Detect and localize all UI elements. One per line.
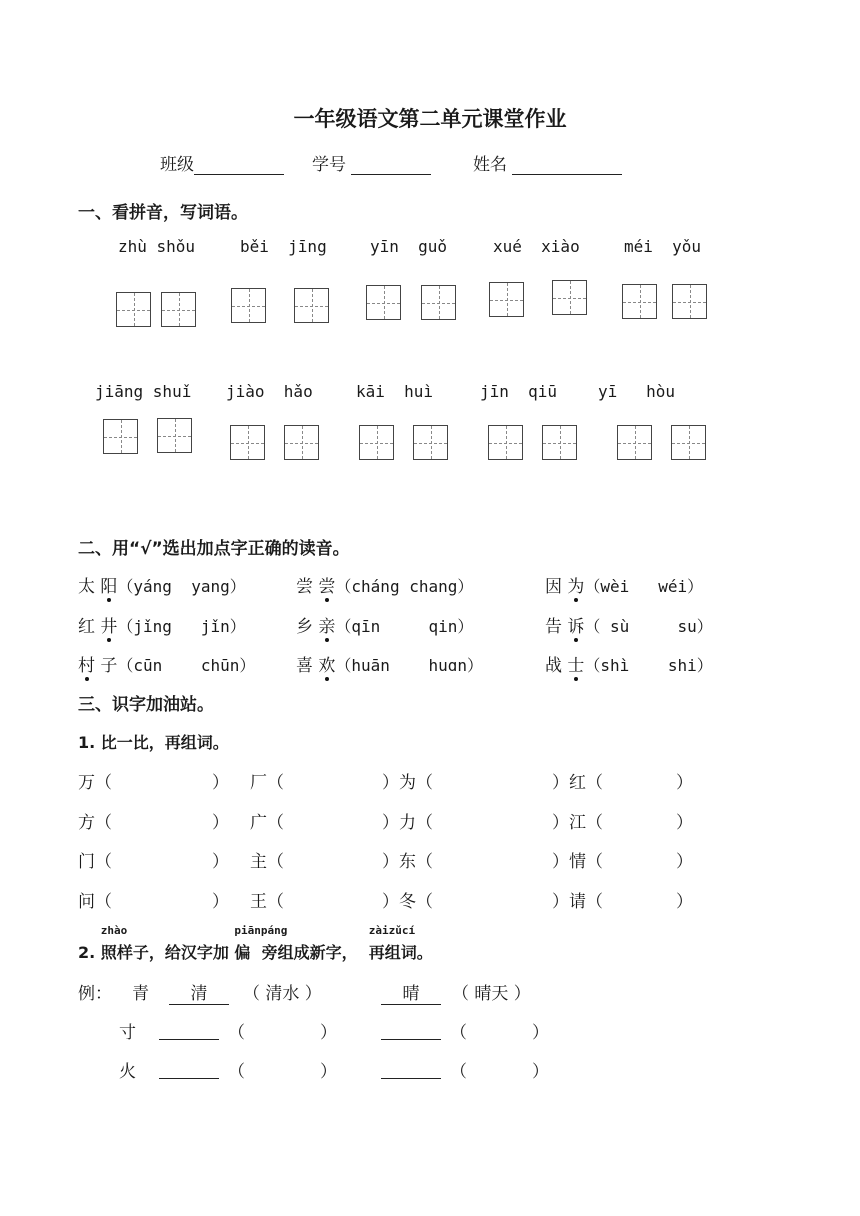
reading-item[interactable]: 告 诉（ sù su） xyxy=(545,612,713,637)
pinyin-row1-1: zhù shǒu xyxy=(118,237,196,256)
writing-grid[interactable] xyxy=(284,425,319,460)
task-char-2: 火 xyxy=(119,1062,136,1082)
task-char-1: 寸 xyxy=(119,1023,136,1043)
writing-grid[interactable] xyxy=(552,280,587,315)
reading-item[interactable]: 战 士（shì shi） xyxy=(545,651,713,676)
compare-cell[interactable]: 主（ xyxy=(250,852,284,872)
pinyin-options: （huān huɑn） xyxy=(335,656,484,675)
writing-grid[interactable] xyxy=(294,288,329,323)
compare-cell: ） xyxy=(676,892,693,912)
class-field xyxy=(160,150,284,175)
pinyin-options: （qīn qin） xyxy=(335,617,474,636)
compare-cell: ） xyxy=(676,773,693,793)
name-blank[interactable] xyxy=(512,156,622,175)
writing-grid[interactable] xyxy=(617,425,652,460)
pinyin-row1-3: yīn guǒ xyxy=(370,237,448,256)
pinyin-options: （cháng chang） xyxy=(335,577,474,596)
compare-cell: ） xyxy=(212,892,229,912)
pianpang-ruby: piānpáng 偏 旁 xyxy=(234,924,288,962)
class-blank[interactable] xyxy=(194,156,284,175)
writing-grid[interactable] xyxy=(413,425,448,460)
writing-grid[interactable] xyxy=(359,425,394,460)
dotted-char: 阳 xyxy=(100,572,117,597)
dotted-char: 欢 xyxy=(318,651,335,676)
compare-cell[interactable]: ）请（ xyxy=(552,892,603,912)
paren-close: ） xyxy=(532,1062,549,1082)
writing-grid[interactable] xyxy=(489,282,524,317)
compare-cell[interactable]: 万（ xyxy=(78,773,112,793)
part1-heading: 1. 比一比，再组词。 xyxy=(78,733,229,752)
dotted-char: 为 xyxy=(567,572,584,597)
compare-cell: ） xyxy=(212,773,229,793)
pinyin-options: （shì shi） xyxy=(584,656,713,675)
compare-cell: ） xyxy=(212,813,229,833)
writing-grid[interactable] xyxy=(103,419,138,454)
example-char: 青 xyxy=(132,984,149,1004)
reading-item[interactable]: 喜 欢（huān huɑn） xyxy=(296,651,483,676)
paren-open: （ xyxy=(450,1062,467,1082)
compare-cell[interactable]: 问（ xyxy=(78,892,112,912)
reading-item[interactable]: 太 阳（yáng yang） xyxy=(78,572,246,597)
page-title: 一年级语文第二单元课堂作业 xyxy=(293,107,567,131)
writing-grid[interactable] xyxy=(157,418,192,453)
compare-cell[interactable]: ）力（ xyxy=(382,813,433,833)
paren-open: （ xyxy=(228,1023,245,1043)
compare-cell[interactable]: 王（ xyxy=(250,892,284,912)
writing-grid[interactable] xyxy=(488,425,523,460)
compare-cell[interactable]: ）江（ xyxy=(552,813,603,833)
dotted-char: 亲 xyxy=(318,612,335,637)
writing-grid[interactable] xyxy=(231,288,266,323)
task-blank[interactable] xyxy=(159,1018,219,1040)
example-new-char-2: 晴 xyxy=(381,979,441,1005)
dotted-char: 井 xyxy=(100,612,117,637)
compare-cell[interactable]: ）红（ xyxy=(552,773,603,793)
task-blank[interactable] xyxy=(381,1018,441,1040)
writing-grid[interactable] xyxy=(542,425,577,460)
pinyin-options: （cūn chūn） xyxy=(117,656,256,675)
name-label: 姓名 xyxy=(473,155,507,175)
pinyin-options: （ sù su） xyxy=(584,617,713,636)
section2-heading: 二、用“√”选出加点字正确的读音。 xyxy=(78,539,350,559)
compare-cell: ） xyxy=(676,813,693,833)
example-word-2: （ 晴天 ） xyxy=(452,984,531,1004)
compare-cell[interactable]: 方（ xyxy=(78,813,112,833)
paren-open: （ xyxy=(228,1062,245,1082)
writing-grid[interactable] xyxy=(116,292,151,327)
writing-grid[interactable] xyxy=(366,285,401,320)
reading-item[interactable]: 乡 亲（qīn qin） xyxy=(296,612,473,637)
paren-close: ） xyxy=(320,1062,337,1082)
pinyin-row2-1: jiāng shuǐ xyxy=(95,382,192,401)
dotted-char: 尝 xyxy=(318,572,335,597)
compare-cell[interactable]: ）为（ xyxy=(382,773,433,793)
zhao-ruby: zhào 照 xyxy=(100,924,128,962)
reading-item[interactable]: 红 井（jǐng jǐn） xyxy=(78,612,246,637)
compare-cell[interactable]: ）东（ xyxy=(382,852,433,872)
dotted-char: 诉 xyxy=(567,612,584,637)
pinyin-options: （yáng yang） xyxy=(117,577,246,596)
pinyin-options: （wèi wéi） xyxy=(584,577,704,596)
paren-open: （ xyxy=(450,1023,467,1043)
compare-cell: ） xyxy=(676,852,693,872)
compare-cell[interactable]: ）情（ xyxy=(552,852,603,872)
pinyin-row1-4: xué xiào xyxy=(493,237,580,256)
reading-item[interactable]: 村 子（cūn chūn） xyxy=(78,651,255,676)
pinyin-row1-5: méi yǒu xyxy=(624,237,702,256)
section1-heading: 一、看拼音，写词语。 xyxy=(78,203,248,223)
example-label: 例： xyxy=(78,984,112,1004)
example-new-char-1: 清 xyxy=(169,979,229,1005)
number-label: 学号 xyxy=(312,155,346,175)
compare-cell[interactable]: 厂（ xyxy=(250,773,284,793)
pinyin-row2-5: yī hòu xyxy=(598,382,676,401)
pinyin-options: （jǐng jǐn） xyxy=(117,617,246,636)
pinyin-row1-2: běi jīng xyxy=(240,237,327,256)
task-blank[interactable] xyxy=(381,1057,441,1079)
compare-cell[interactable]: ）冬（ xyxy=(382,892,433,912)
reading-item[interactable]: 尝 尝（cháng chang） xyxy=(296,572,473,597)
class-label: 班级 xyxy=(160,155,194,175)
reading-item[interactable]: 因 为（wèi wéi） xyxy=(545,572,703,597)
compare-cell: ） xyxy=(212,852,229,872)
compare-cell[interactable]: 广（ xyxy=(250,813,284,833)
pinyin-row2-2: jiào hǎo xyxy=(226,382,313,401)
pinyin-row2-3: kāi huì xyxy=(356,382,434,401)
section3-heading: 三、识字加油站。 xyxy=(78,695,214,715)
writing-grid[interactable] xyxy=(672,284,707,319)
paren-close: ） xyxy=(320,1023,337,1043)
writing-grid[interactable] xyxy=(671,425,706,460)
part2-heading: 2. zhào 照样子，给汉字加 piānpáng 偏 旁组成新字， zàizǔcí 再组词。 xyxy=(78,924,433,962)
writing-grid[interactable] xyxy=(421,285,456,320)
compare-cell[interactable]: 门（ xyxy=(78,852,112,872)
writing-grid[interactable] xyxy=(622,284,657,319)
paren-close: ） xyxy=(532,1023,549,1043)
number-blank[interactable] xyxy=(351,156,431,175)
name-field xyxy=(473,150,622,175)
writing-grid[interactable] xyxy=(161,292,196,327)
pinyin-row2-4: jīn qiū xyxy=(480,382,558,401)
writing-grid[interactable] xyxy=(230,425,265,460)
number-field xyxy=(312,150,431,175)
dotted-char: 村 xyxy=(78,651,95,676)
dotted-char: 士 xyxy=(567,651,584,676)
task-blank[interactable] xyxy=(159,1057,219,1079)
zaizuci-ruby: zàizǔcí 再组词。 xyxy=(368,924,433,962)
example-word-1: （ 清水 ） xyxy=(243,984,322,1004)
